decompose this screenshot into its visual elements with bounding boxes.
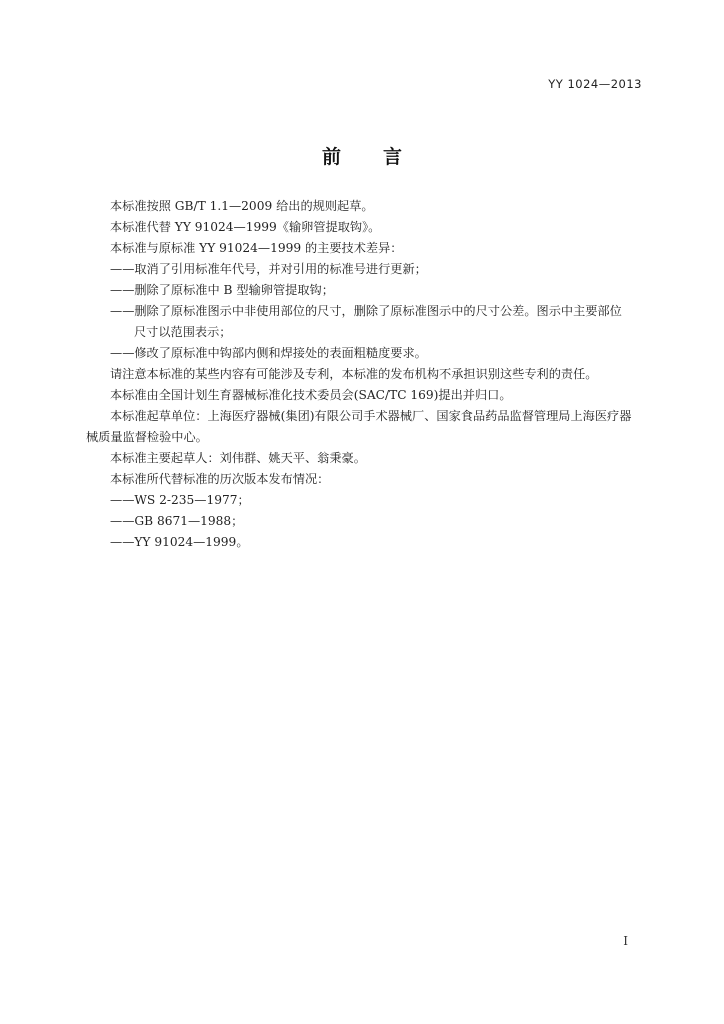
paragraph: 请注意本标准的某些内容有可能涉及专利，本标准的发布机构不承担识别这些专利的责任。 (110, 367, 598, 381)
paragraph: 本标准与原标准 YY 91024—1999 的主要技术差异： (110, 241, 403, 255)
paragraph: 本标准按照 GB/T 1.1—2009 给出的规则起草。 (110, 199, 374, 213)
paragraph: 本标准代替 YY 91024—1999《输卵管提取钩》。 (110, 220, 381, 234)
page-number: I (623, 934, 628, 948)
standard-code: YY 1024—2013 (548, 77, 642, 91)
list-item-continuation: 尺寸以范围表示； (134, 325, 232, 339)
list-item: ——GB 8671—1988； (110, 514, 244, 528)
list-item: ——取消了引用标准年代号，并对引用的标准号进行更新； (110, 262, 427, 276)
list-item: ——删除了原标准图示中非使用部位的尺寸，删除了原标准图示中的尺寸公差。图示中主要部位 (110, 304, 622, 318)
foreword-body (86, 196, 644, 553)
paragraph: 本标准由全国计划生育器械标准化技术委员会(SAC/TC 169)提出并归口。 (110, 388, 512, 402)
paragraph: 本标准所代替标准的历次版本发布情况： (110, 472, 330, 486)
paragraph: 本标准起草单位：上海医疗器械(集团)有限公司手术器械厂、国家食品药品监督管理局上海医疗器 (110, 409, 632, 423)
page-title: 前言 (321, 146, 444, 168)
list-item: ——删除了原标准中 B 型输卵管提取钩； (110, 283, 334, 297)
list-item: ——YY 91024—1999。 (110, 535, 249, 549)
paragraph-continuation: 械质量监督检验中心。 (86, 430, 208, 444)
list-item: ——WS 2-235—1977； (110, 493, 250, 507)
paragraph: 本标准主要起草人：刘伟群、姚天平、翁秉豪。 (110, 451, 366, 465)
list-item: ——修改了原标准中钩部内侧和焊接处的表面粗糙度要求。 (110, 346, 427, 360)
